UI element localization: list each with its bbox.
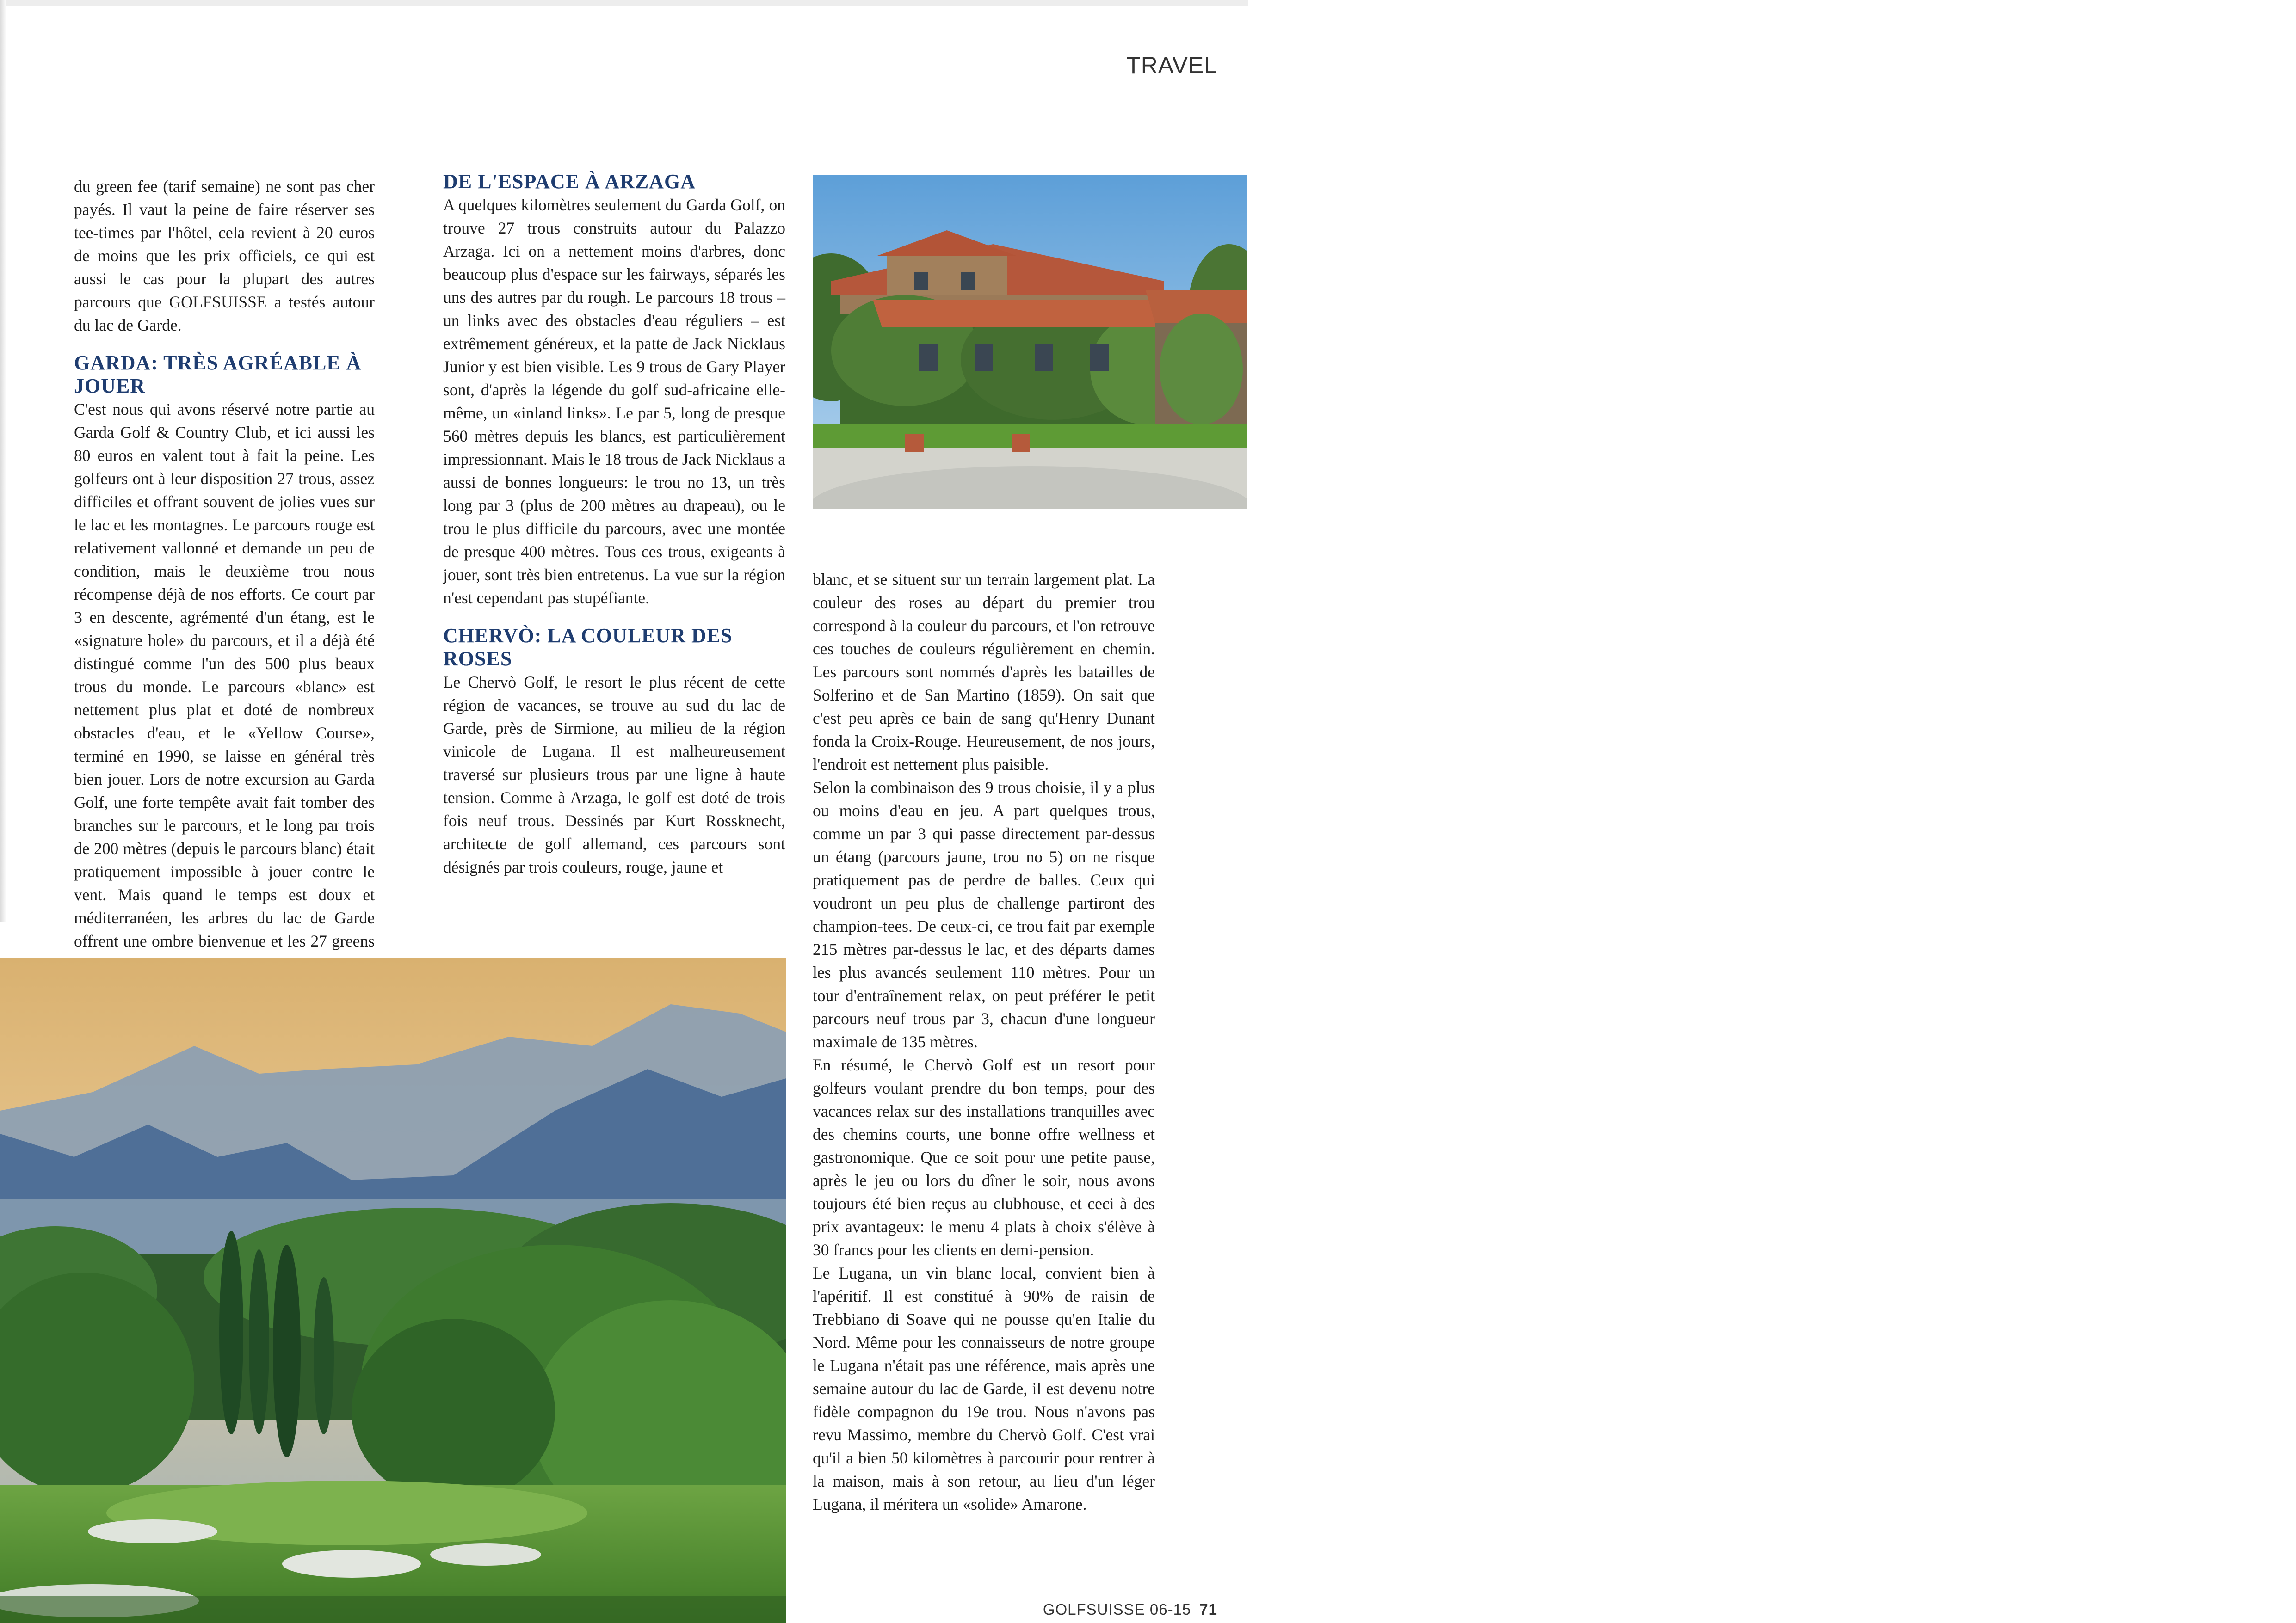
paragraph-lugana: Le Lugana, un vin blanc local, convient bien à l'apéritif. Il est constitué à 90% de raisin de Trebbiano di Soave qui ne pousse qu'en Italie du Nord. Même pour les connaisseurs de notre groupe le Lugana n'était pas une référence, mais après une semaine autour du lac de Garde, il est devenu notre fidèle compagnon du 19e trou. Nous n'avons pas revu Massimo, membre du Chervò Golf. C'est vrai qu'il a bien 50 kilomètres à parcourir pour rentrer à la maison, mais à son retour, au lieu d'un léger Lugana, il méritera un «solide» Amarone. (813, 1264, 1155, 1513)
heading-arzaga: DE L'ESPACE À ARZAGA (443, 170, 696, 193)
article-column-2 (443, 170, 785, 879)
golf-landscape-illustration (0, 958, 786, 1623)
blank-scan-area (1248, 0, 2296, 1623)
scan-top-edge (0, 0, 1248, 6)
article-column-1 (74, 175, 375, 976)
villa-photo (813, 175, 1247, 509)
magazine-name: GOLFSUISSE 06-15 (1043, 1601, 1191, 1618)
page-footer (1043, 1601, 1217, 1618)
section-label: TRAVEL (1126, 52, 1217, 78)
scan-gutter-shadow (0, 0, 6, 922)
paragraph-water: Selon la combinaison des 9 trous choisie, il y a plus ou moins d'eau en jeu. A part quelques trous, comme un par 3 qui passe directement par-dessus un étang (parcours jaune, trou no 5) on ne risque pratiquement pas de perdre de balles. Ceux qui voudront un peu plus de challenge partiront des champion-tees. De ceux-ci, ce trou fait par exemple 215 mètres par-dessus le lac, et des départs dames les plus avancés seulement 110 mètres. Pour un tour d'entraînement relax, on peut préférer le petit parcours neuf trous par 3, chacun d'une longueur maximale de 135 mètres. (813, 778, 1155, 1051)
paragraph-garda: C'est nous qui avons réservé notre partie au Garda Golf & Country Club, et ici aussi les 80 euros en valent tout à fait la peine. Les golfeurs ont à leur disposition 27 trous, assez difficiles et offrant souvent de jolies vues sur le lac et les montagnes. Le parcours rouge est relativement vallonné et demande un peu de condition, mais le deuxième trou nous récompense déjà de nos efforts. Ce court par 3 en descente, agrémenté d'un étang, est le «signature hole» du parcours, et il a déjà été distingué comme l'un des 500 plus beaux trous du monde. Le parcours «blanc» est nettement plus plat et doté de nombreux obstacles d'eau, et le «Yellow Course», terminé en 1990, se laisse en général très bien jouer. Lors de notre excursion au Garda Golf, une forte tempête avait fait tomber des branches sur le parcours, et le long par trois de 200 mètres (depuis le parcours blanc) était pratiquement impossible à jouer contre le vent. Mais quand le temps est doux et méditerranéen, les arbres du lac de Garde offrent une ombre bienvenue et les 27 greens (74, 400, 375, 950)
paragraph-chervo-cont: blanc, et se situent sur un terrain largement plat. La couleur des roses au départ du premier trou correspond à la couleur du parcours, et l'on retrouve ces touches de couleurs régulièrement en chemin. Les parcours sont nommés d'après les batailles de Solferino et de San Martino (1859). On sait que c'est peu après ce bain de sang qu'Henry Dunant fonda la Croix-Rouge. Heureusement, de nos jours, l'endroit est nettement plus paisible. (813, 570, 1155, 774)
golf-course-photo (0, 958, 786, 1623)
heading-chervo: CHERVÒ: LA COULEUR DES ROSES (443, 624, 733, 670)
villa-illustration (813, 175, 1247, 509)
page-number: 71 (1199, 1601, 1217, 1618)
article-column-3 (813, 568, 1155, 1516)
heading-garda: GARDA: TRÈS AGRÉABLE À JOUER (74, 351, 362, 397)
paragraph-intro: du green fee (tarif semaine) ne sont pas cher payés. Il vaut la peine de faire réserver ses tee-times par l'hôtel, cela revient à 20 euros de moins que les prix officiels, ce qui est aussi le cas pour la plupart des autres parcours que GOLFSUISSE a testés autour du lac de Garde. (74, 177, 375, 334)
paragraph-chervo: Le Chervò Golf, le resort le plus récent de cette région de vacances, se trouve au sud du lac de Garde, près de Sirmione, au milieu de la région vinicole de Lugana. Il est malheureusement traversé sur plusieurs trous par une ligne à haute tension. Comme à Arzaga, le golf est doté de trois fois neuf trous. Dessinés par Kurt Rossknecht, architecte de golf allemand, ces parcours sont désignés par trois couleurs, rouge, jaune et (443, 673, 785, 876)
paragraph-summary: En résumé, le Chervò Golf est un resort pour golfeurs voulant prendre du bon temps, pour des vacances relax sur des installations tranquilles avec des chemins courts, une bonne offre wellness et gastronomique. Que ce soit pour une petite pause, après le jeu ou lors du dîner le soir, nous avons toujours été bien reçus au clubhouse, et ceci à des prix avantageux: le menu 4 plats à choix s'élève à 30 francs pour les clients en demi-pension. (813, 1056, 1155, 1259)
paragraph-arzaga: A quelques kilomètres seulement du Garda Golf, on trouve 27 trous construits autour du Palazzo Arzaga. Ici on a nettement moins d'arbres, donc beaucoup plus d'espace sur les fairways, séparés les uns des autres par du rough. Le parcours 18 trous – un links avec des obstacles d'eau réguliers – est extrêmement généreux, et la patte de Jack Nicklaus Junior y est bien visible. Les 9 trous de Gary Player sont, d'après la légende du golf sud-africaine elle-même, un «inland links». Le par 5, long de presque 560 mètres depuis les blancs, est particulièrement impressionnant. Mais le 18 trous de Jack Nicklaus a aussi de bonnes longueurs: le trou no 13, un très long par 3 (plus de 200 mètres au drapeau), ou le trou le plus difficile du parcours, avec une montée de presque 400 mètres. Tous ces trous, exigeants à jouer, sont très bien entretenus. La vue sur la région n'est cependant pas stupéfiante. (443, 196, 785, 607)
